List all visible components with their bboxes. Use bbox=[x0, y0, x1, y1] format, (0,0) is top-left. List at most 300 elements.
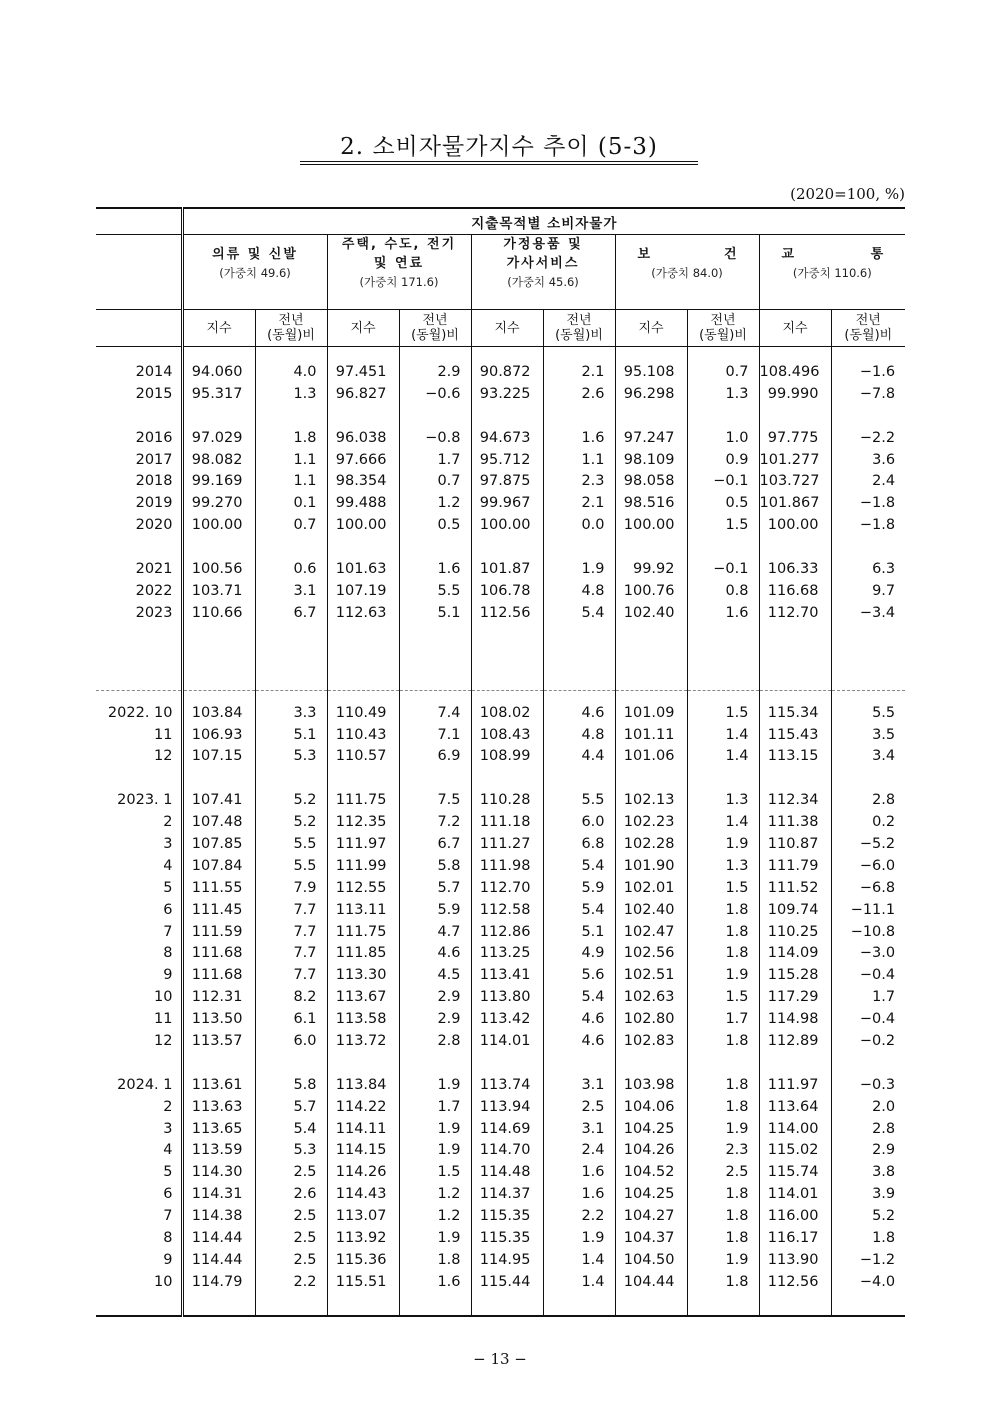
spacer-cell bbox=[615, 1052, 687, 1074]
change-cell: 2.5 bbox=[255, 1205, 327, 1227]
index-cell: 98.058 bbox=[615, 470, 687, 492]
spacer-cell bbox=[327, 536, 399, 558]
spacer-row bbox=[96, 624, 905, 691]
change-cell: 2.4 bbox=[543, 1140, 615, 1162]
table-row bbox=[96, 1140, 905, 1162]
change-cell: 4.5 bbox=[399, 964, 471, 986]
change-cell: 1.5 bbox=[687, 877, 759, 899]
index-cell: 113.90 bbox=[759, 1249, 831, 1271]
change-cell: −1.6 bbox=[831, 361, 905, 383]
change-cell: 3.1 bbox=[543, 1118, 615, 1140]
index-cell: 103.727 bbox=[759, 470, 831, 492]
index-cell: 97.775 bbox=[759, 427, 831, 449]
spacer-cell bbox=[687, 690, 759, 702]
change-cell: 7.5 bbox=[399, 789, 471, 811]
change-cell: 1.3 bbox=[255, 383, 327, 405]
table-row bbox=[96, 877, 905, 899]
index-cell: 94.673 bbox=[471, 427, 543, 449]
index-cell: 95.712 bbox=[471, 449, 543, 471]
change-cell: −2.2 bbox=[831, 427, 905, 449]
change-cell: 0.7 bbox=[687, 361, 759, 383]
index-cell: 113.30 bbox=[327, 964, 399, 986]
index-cell: 114.22 bbox=[327, 1096, 399, 1118]
change-cell: 5.3 bbox=[255, 745, 327, 767]
index-cell: 107.48 bbox=[182, 811, 255, 833]
change-cell: 1.8 bbox=[687, 899, 759, 921]
change-cell: 0.8 bbox=[687, 580, 759, 602]
change-cell: 1.9 bbox=[687, 1249, 759, 1271]
index-cell: 114.38 bbox=[182, 1205, 255, 1227]
subheader-change-line1: 전년 bbox=[278, 313, 304, 328]
index-cell: 102.28 bbox=[615, 833, 687, 855]
index-cell: 114.31 bbox=[182, 1183, 255, 1205]
change-cell: 4.6 bbox=[543, 1008, 615, 1030]
index-cell: 113.61 bbox=[182, 1074, 255, 1096]
table-row bbox=[96, 1008, 905, 1030]
row-label: 10 bbox=[154, 989, 173, 1006]
row-label: 9 bbox=[163, 967, 173, 984]
change-cell: 5.4 bbox=[255, 1118, 327, 1140]
spacer-cell bbox=[543, 1052, 615, 1074]
index-cell: 113.59 bbox=[182, 1140, 255, 1162]
row-label: 4 bbox=[163, 857, 173, 874]
index-cell: 110.28 bbox=[471, 789, 543, 811]
change-cell: 1.7 bbox=[687, 1008, 759, 1030]
change-cell: 1.3 bbox=[687, 789, 759, 811]
spacer-cell bbox=[255, 1293, 327, 1316]
spacer-cell bbox=[831, 690, 905, 702]
index-cell: 96.827 bbox=[327, 383, 399, 405]
subheader-change-line2: (동월)비 bbox=[411, 328, 459, 343]
index-cell: 112.58 bbox=[471, 899, 543, 921]
change-cell: 5.2 bbox=[255, 789, 327, 811]
index-cell: 112.70 bbox=[471, 877, 543, 899]
change-cell: 3.1 bbox=[255, 580, 327, 602]
subheader-index: 지수 bbox=[615, 310, 687, 347]
index-cell: 104.52 bbox=[615, 1161, 687, 1183]
index-cell: 101.90 bbox=[615, 855, 687, 877]
index-cell: 104.50 bbox=[615, 1249, 687, 1271]
spacer-cell bbox=[759, 690, 831, 702]
spacer-cell bbox=[182, 405, 255, 427]
subheader-change-line2: (동월)비 bbox=[267, 328, 315, 343]
group-weight: (가중치 84.0) bbox=[651, 266, 723, 280]
spacer-cell bbox=[615, 347, 687, 362]
index-cell: 111.68 bbox=[182, 942, 255, 964]
change-cell: 7.1 bbox=[399, 724, 471, 746]
spacer-cell bbox=[687, 624, 759, 691]
group-name-part: 통 bbox=[870, 247, 884, 262]
index-cell: 114.43 bbox=[327, 1183, 399, 1205]
spacer-cell bbox=[759, 536, 831, 558]
spacer-cell bbox=[96, 536, 182, 558]
change-cell: 9.7 bbox=[831, 580, 905, 602]
change-cell: 1.8 bbox=[687, 942, 759, 964]
index-cell: 112.35 bbox=[327, 811, 399, 833]
change-cell: −6.8 bbox=[831, 877, 905, 899]
change-cell: 7.9 bbox=[255, 877, 327, 899]
row-label: 12 bbox=[154, 1032, 173, 1049]
group-name: 및 연료 bbox=[373, 256, 425, 271]
change-cell: 0.7 bbox=[399, 470, 471, 492]
index-cell: 111.59 bbox=[182, 921, 255, 943]
index-cell: 104.26 bbox=[615, 1140, 687, 1162]
index-cell: 102.40 bbox=[615, 899, 687, 921]
spacer-cell bbox=[543, 767, 615, 789]
index-cell: 112.56 bbox=[471, 602, 543, 624]
group-name: 가사서비스 bbox=[506, 256, 580, 271]
change-cell: 1.9 bbox=[399, 1140, 471, 1162]
index-cell: 101.87 bbox=[471, 558, 543, 580]
index-cell: 99.990 bbox=[759, 383, 831, 405]
spacer-row bbox=[96, 1293, 905, 1316]
change-cell: 6.8 bbox=[543, 833, 615, 855]
change-cell: 4.6 bbox=[543, 1030, 615, 1052]
change-cell: 7.7 bbox=[255, 964, 327, 986]
index-cell: 111.52 bbox=[759, 877, 831, 899]
spacer-cell bbox=[399, 1293, 471, 1316]
spacer-cell bbox=[255, 690, 327, 702]
change-cell: 5.2 bbox=[831, 1205, 905, 1227]
subheader-change-line2: (동월)비 bbox=[555, 328, 603, 343]
index-cell: 113.07 bbox=[327, 1205, 399, 1227]
change-cell: 2.2 bbox=[543, 1205, 615, 1227]
spacer-cell bbox=[327, 347, 399, 362]
group-name bbox=[616, 245, 759, 264]
row-label: 2022. 10 bbox=[107, 704, 173, 721]
spacer-cell bbox=[831, 1293, 905, 1316]
index-cell: 115.43 bbox=[759, 724, 831, 746]
row-label: 2018 bbox=[135, 473, 173, 490]
index-cell: 115.51 bbox=[327, 1271, 399, 1293]
change-cell: 1.5 bbox=[687, 986, 759, 1008]
group-header-housing bbox=[327, 235, 471, 310]
index-cell: 102.83 bbox=[615, 1030, 687, 1052]
index-cell: 115.35 bbox=[471, 1227, 543, 1249]
index-cell: 101.09 bbox=[615, 702, 687, 724]
spacer-row bbox=[96, 347, 905, 362]
change-cell: −7.8 bbox=[831, 383, 905, 405]
index-cell: 107.84 bbox=[182, 855, 255, 877]
index-cell: 111.18 bbox=[471, 811, 543, 833]
spacer-row bbox=[96, 767, 905, 789]
stub-header bbox=[96, 208, 182, 235]
change-cell: 1.7 bbox=[399, 1096, 471, 1118]
change-cell: 2.8 bbox=[831, 789, 905, 811]
change-cell: 5.8 bbox=[255, 1074, 327, 1096]
index-cell: 100.76 bbox=[615, 580, 687, 602]
change-cell: 1.8 bbox=[831, 1227, 905, 1249]
group-name-part: 보 bbox=[637, 247, 651, 262]
index-cell: 111.45 bbox=[182, 899, 255, 921]
index-cell: 115.02 bbox=[759, 1140, 831, 1162]
table-row bbox=[96, 1161, 905, 1183]
index-cell: 113.57 bbox=[182, 1030, 255, 1052]
index-cell: 114.44 bbox=[182, 1249, 255, 1271]
index-cell: 114.69 bbox=[471, 1118, 543, 1140]
index-cell: 109.74 bbox=[759, 899, 831, 921]
row-label: 2024. 1 bbox=[117, 1076, 173, 1093]
index-cell: 111.79 bbox=[759, 855, 831, 877]
index-cell: 97.451 bbox=[327, 361, 399, 383]
table-row bbox=[96, 724, 905, 746]
change-cell: −1.8 bbox=[831, 514, 905, 536]
index-cell: 114.00 bbox=[759, 1118, 831, 1140]
table-row bbox=[96, 1205, 905, 1227]
change-cell: 7.7 bbox=[255, 899, 327, 921]
table-row bbox=[96, 702, 905, 724]
change-cell: 4.6 bbox=[399, 942, 471, 964]
row-label: 2015 bbox=[135, 385, 173, 402]
table-row bbox=[96, 964, 905, 986]
index-cell: 110.49 bbox=[327, 702, 399, 724]
group-name: 주택, 수도, 전기 bbox=[341, 237, 457, 252]
change-cell: 4.0 bbox=[255, 361, 327, 383]
index-cell: 114.44 bbox=[182, 1227, 255, 1249]
index-cell: 108.02 bbox=[471, 702, 543, 724]
change-cell: 2.1 bbox=[543, 492, 615, 514]
change-cell: 1.2 bbox=[399, 1205, 471, 1227]
row-label: 5 bbox=[163, 1164, 173, 1181]
index-cell: 113.15 bbox=[759, 745, 831, 767]
spacer-cell bbox=[687, 536, 759, 558]
row-label: 7 bbox=[163, 923, 173, 940]
table-row bbox=[96, 1074, 905, 1096]
index-cell: 116.68 bbox=[759, 580, 831, 602]
index-cell: 103.98 bbox=[615, 1074, 687, 1096]
change-cell: 5.4 bbox=[543, 899, 615, 921]
change-cell: 3.5 bbox=[831, 724, 905, 746]
spacer-cell bbox=[182, 536, 255, 558]
group-weight: (가중치 171.6) bbox=[359, 275, 439, 289]
unit-note: (2020=100, %) bbox=[790, 185, 905, 203]
change-cell: 1.1 bbox=[255, 449, 327, 471]
index-cell: 100.00 bbox=[471, 514, 543, 536]
index-cell: 110.25 bbox=[759, 921, 831, 943]
row-label: 7 bbox=[163, 1208, 173, 1225]
index-cell: 117.29 bbox=[759, 986, 831, 1008]
spacer-cell bbox=[182, 690, 255, 702]
spacer-cell bbox=[96, 767, 182, 789]
index-cell: 111.38 bbox=[759, 811, 831, 833]
spacer-cell bbox=[96, 690, 182, 702]
table-row bbox=[96, 811, 905, 833]
index-cell: 107.41 bbox=[182, 789, 255, 811]
index-cell: 112.31 bbox=[182, 986, 255, 1008]
group-name bbox=[760, 245, 906, 264]
row-label: 11 bbox=[154, 726, 173, 743]
index-cell: 95.108 bbox=[615, 361, 687, 383]
change-cell: 5.7 bbox=[399, 877, 471, 899]
spacer-cell bbox=[327, 690, 399, 702]
change-cell: 1.6 bbox=[543, 1161, 615, 1183]
change-cell: 2.5 bbox=[687, 1161, 759, 1183]
change-cell: −5.2 bbox=[831, 833, 905, 855]
index-cell: 114.01 bbox=[759, 1183, 831, 1205]
change-cell: 1.8 bbox=[687, 1271, 759, 1293]
change-cell: 1.3 bbox=[687, 383, 759, 405]
group-weight: (가중치 110.6) bbox=[792, 266, 872, 280]
index-cell: 116.00 bbox=[759, 1205, 831, 1227]
change-cell: 1.9 bbox=[399, 1118, 471, 1140]
index-cell: 114.48 bbox=[471, 1161, 543, 1183]
change-cell: −0.4 bbox=[831, 964, 905, 986]
index-cell: 110.43 bbox=[327, 724, 399, 746]
group-name: 가정용품 및 bbox=[503, 237, 583, 252]
change-cell: 0.9 bbox=[687, 449, 759, 471]
index-cell: 101.63 bbox=[327, 558, 399, 580]
index-cell: 114.37 bbox=[471, 1183, 543, 1205]
index-cell: 100.56 bbox=[182, 558, 255, 580]
change-cell: 5.4 bbox=[543, 855, 615, 877]
change-cell: −0.3 bbox=[831, 1074, 905, 1096]
spacer-row bbox=[96, 1052, 905, 1074]
table-row bbox=[96, 449, 905, 471]
spacer-cell bbox=[831, 1052, 905, 1074]
change-cell: 1.9 bbox=[543, 1227, 615, 1249]
change-cell: −6.0 bbox=[831, 855, 905, 877]
spacer-cell bbox=[182, 624, 255, 691]
spacer-cell bbox=[615, 690, 687, 702]
spacer-cell bbox=[471, 624, 543, 691]
change-cell: 5.5 bbox=[255, 833, 327, 855]
spacer-cell bbox=[831, 536, 905, 558]
spacer-cell bbox=[687, 767, 759, 789]
spacer-cell bbox=[615, 767, 687, 789]
spacer-cell bbox=[759, 767, 831, 789]
index-cell: 114.79 bbox=[182, 1271, 255, 1293]
subheader-change-line2: (동월)비 bbox=[699, 328, 747, 343]
change-cell: 1.7 bbox=[831, 986, 905, 1008]
spacer-cell bbox=[399, 536, 471, 558]
change-cell: 2.5 bbox=[255, 1249, 327, 1271]
spacer-cell bbox=[687, 405, 759, 427]
spacer-row bbox=[96, 536, 905, 558]
title-underline bbox=[300, 161, 698, 162]
table-row bbox=[96, 1030, 905, 1052]
index-cell: 113.92 bbox=[327, 1227, 399, 1249]
spacer-cell bbox=[96, 1052, 182, 1074]
table-row bbox=[96, 383, 905, 405]
spacer-cell bbox=[615, 405, 687, 427]
change-cell: 3.9 bbox=[831, 1183, 905, 1205]
change-cell: 2.2 bbox=[255, 1271, 327, 1293]
group-header-clothing bbox=[182, 235, 327, 310]
index-cell: 102.63 bbox=[615, 986, 687, 1008]
group-name-part: 교 bbox=[781, 247, 795, 262]
index-cell: 93.225 bbox=[471, 383, 543, 405]
index-cell: 114.09 bbox=[759, 942, 831, 964]
index-cell: 110.87 bbox=[759, 833, 831, 855]
change-cell: 6.7 bbox=[399, 833, 471, 855]
row-label: 2019 bbox=[135, 495, 173, 512]
change-cell: 0.7 bbox=[255, 514, 327, 536]
change-cell: −0.6 bbox=[399, 383, 471, 405]
spacer-cell bbox=[471, 1052, 543, 1074]
row-label: 6 bbox=[163, 901, 173, 918]
change-cell: 5.4 bbox=[543, 602, 615, 624]
index-cell: 114.15 bbox=[327, 1140, 399, 1162]
row-label: 9 bbox=[163, 1251, 173, 1268]
spacer-cell bbox=[471, 405, 543, 427]
index-cell: 90.872 bbox=[471, 361, 543, 383]
index-cell: 97.666 bbox=[327, 449, 399, 471]
change-cell: 2.6 bbox=[255, 1183, 327, 1205]
index-cell: 115.35 bbox=[471, 1205, 543, 1227]
index-cell: 112.63 bbox=[327, 602, 399, 624]
table-row bbox=[96, 789, 905, 811]
index-cell: 102.80 bbox=[615, 1008, 687, 1030]
index-cell: 99.488 bbox=[327, 492, 399, 514]
change-cell: 4.8 bbox=[543, 580, 615, 602]
subheader-change-line1: 전년 bbox=[710, 313, 736, 328]
group-name: 의류 및 신발 bbox=[212, 247, 298, 262]
spacer-cell bbox=[759, 1052, 831, 1074]
index-cell: 113.80 bbox=[471, 986, 543, 1008]
change-cell: 5.6 bbox=[543, 964, 615, 986]
change-cell: 5.7 bbox=[255, 1096, 327, 1118]
index-cell: 112.86 bbox=[471, 921, 543, 943]
spacer-cell bbox=[182, 1293, 255, 1316]
spacer-cell bbox=[255, 347, 327, 362]
change-cell: 1.8 bbox=[687, 1183, 759, 1205]
group-header-transport bbox=[759, 235, 905, 310]
change-cell: −11.1 bbox=[831, 899, 905, 921]
change-cell: −3.4 bbox=[831, 602, 905, 624]
spacer-cell bbox=[399, 624, 471, 691]
change-cell: 2.8 bbox=[831, 1118, 905, 1140]
change-cell: 2.9 bbox=[399, 986, 471, 1008]
change-cell: 7.2 bbox=[399, 811, 471, 833]
index-cell: 96.038 bbox=[327, 427, 399, 449]
index-cell: 110.66 bbox=[182, 602, 255, 624]
index-cell: 107.85 bbox=[182, 833, 255, 855]
change-cell: 5.8 bbox=[399, 855, 471, 877]
subheader-change-line1: 전년 bbox=[422, 313, 448, 328]
index-cell: 111.99 bbox=[327, 855, 399, 877]
change-cell: −0.8 bbox=[399, 427, 471, 449]
page-number: − 13 − bbox=[473, 1350, 527, 1368]
change-cell: −1.8 bbox=[831, 492, 905, 514]
super-header: 지출목적별 소비자물가 bbox=[182, 208, 905, 235]
index-cell: 114.11 bbox=[327, 1118, 399, 1140]
change-cell: 1.6 bbox=[543, 427, 615, 449]
change-cell: 2.9 bbox=[399, 361, 471, 383]
change-cell: 2.1 bbox=[543, 361, 615, 383]
table-row bbox=[96, 1227, 905, 1249]
change-cell: 2.5 bbox=[255, 1227, 327, 1249]
change-cell: 5.5 bbox=[831, 702, 905, 724]
spacer-cell bbox=[543, 690, 615, 702]
index-cell: 104.06 bbox=[615, 1096, 687, 1118]
change-cell: 5.5 bbox=[255, 855, 327, 877]
index-cell: 97.029 bbox=[182, 427, 255, 449]
change-cell: 2.8 bbox=[399, 1030, 471, 1052]
index-cell: 99.967 bbox=[471, 492, 543, 514]
spacer-cell bbox=[615, 536, 687, 558]
row-label: 8 bbox=[163, 1230, 173, 1246]
index-cell: 111.97 bbox=[759, 1074, 831, 1096]
row-label: 5 bbox=[163, 879, 173, 896]
subheader-change bbox=[399, 310, 471, 347]
spacer-cell bbox=[471, 690, 543, 702]
index-cell: 115.36 bbox=[327, 1249, 399, 1271]
index-cell: 97.875 bbox=[471, 470, 543, 492]
table-row bbox=[96, 514, 905, 536]
change-cell: 1.1 bbox=[543, 449, 615, 471]
group-name-part: 건 bbox=[723, 247, 737, 262]
change-cell: −0.1 bbox=[687, 470, 759, 492]
